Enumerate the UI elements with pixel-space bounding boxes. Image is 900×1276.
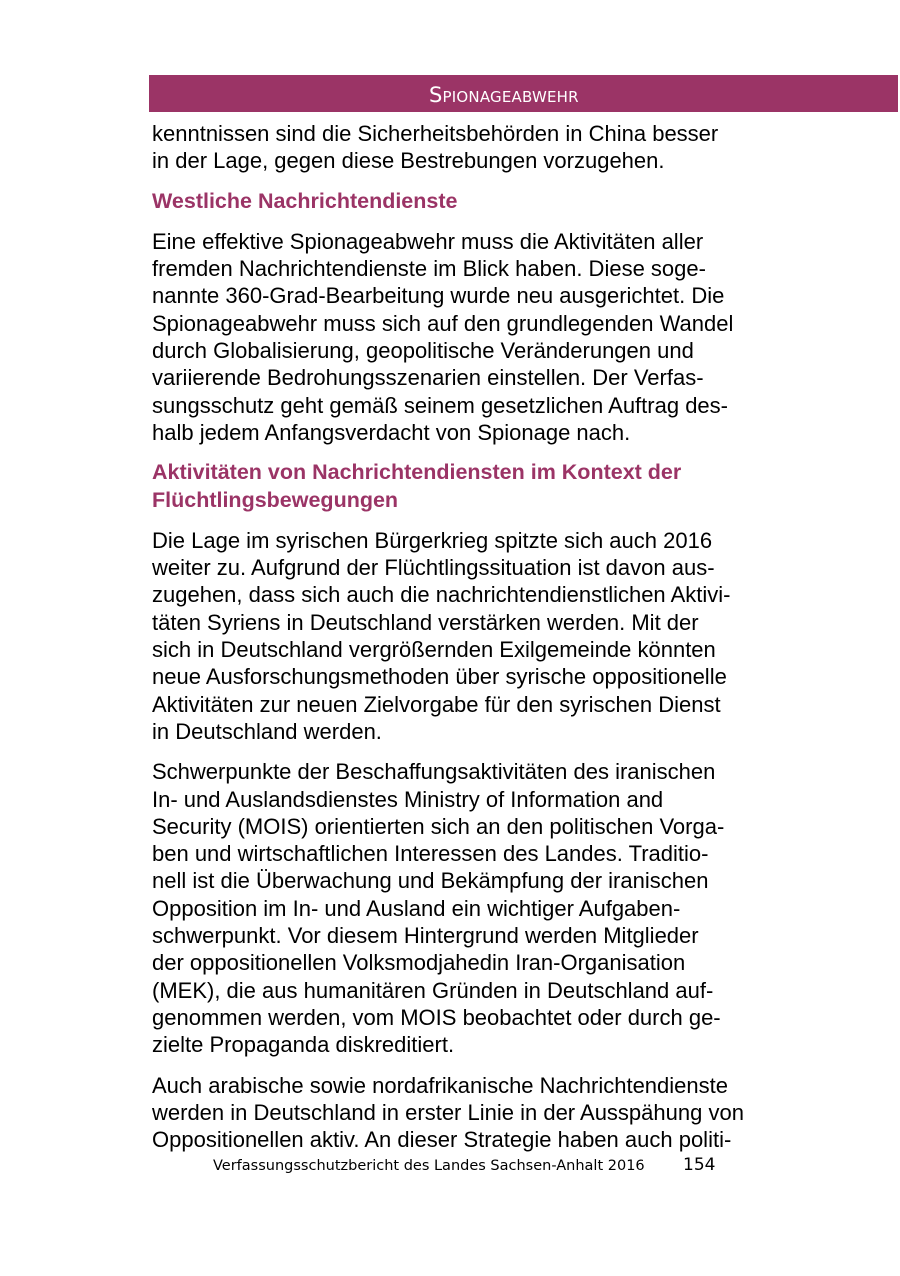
text-line: halb jedem Anfangsverdacht von Spionage nach.: [152, 419, 631, 445]
text-line: nell ist die Überwachung und Bekämpfung der iranischen: [152, 868, 709, 894]
text-line: (MEK), die aus humanitären Gründen in Deutschland auf-: [152, 977, 714, 1003]
section-header-title: Spionageabwehr: [429, 83, 579, 107]
text-line: Eine effektive Spionageabwehr muss die Aktivitäten aller: [152, 228, 704, 254]
text-line: Spionageabwehr muss sich auf den grundlegenden Wandel: [152, 310, 734, 336]
page-body: [152, 120, 802, 1153]
paragraph-syrien: [152, 527, 802, 745]
text-line: zielte Propaganda diskreditiert.: [152, 1032, 455, 1058]
text-line: neue Ausforschungsmethoden über syrische oppositionelle: [152, 664, 727, 690]
heading-line: Westliche Nachrichtendienste: [152, 188, 458, 213]
heading-line: Aktivitäten von Nachrichtendiensten im Kontext der: [152, 460, 682, 485]
text-line: werden in Deutschland in erster Linie in der Ausspähung von: [152, 1099, 744, 1125]
text-line: sich in Deutschland vergrößernden Exilgemeinde könnten: [152, 637, 716, 663]
section-heading-westliche-nachrichtendienste: [152, 188, 802, 215]
text-line: durch Globalisierung, geopolitische Veränderungen und: [152, 338, 694, 364]
text-line: weiter zu. Aufgrund der Flüchtlingssituation ist davon aus-: [152, 555, 715, 581]
text-line: Aktivitäten zur neuen Zielvorgabe für den syrischen Dienst: [152, 691, 721, 717]
text-line: Oppositionellen aktiv. An dieser Strategie haben auch politi-: [152, 1127, 732, 1153]
text-line: in der Lage, gegen diese Bestrebungen vorzugehen.: [152, 148, 665, 174]
text-line: kenntnissen sind die Sicherheitsbehörden in China besser: [152, 121, 719, 146]
text-line: täten Syriens in Deutschland verstärken werden. Mit der: [152, 609, 699, 635]
paragraph-iran: [152, 758, 802, 1058]
text-line: genommen werden, vom MOIS beobachtet oder durch ge-: [152, 1004, 721, 1030]
text-line: in Deutschland werden.: [152, 718, 382, 744]
text-line: Schwerpunkte der Beschaffungsaktivitäten des iranischen: [152, 759, 716, 785]
paragraph-arabische-dienste: [152, 1072, 802, 1154]
text-line: nannte 360-Grad-Bearbeitung wurde neu ausgerichtet. Die: [152, 283, 725, 309]
text-line: fremden Nachrichtendienste im Blick haben. Diese soge-: [152, 256, 706, 282]
paragraph-westliche-nachrichtendienste: [152, 228, 802, 446]
text-line: variierende Bedrohungsszenarien einstellen. Der Verfas-: [152, 365, 704, 391]
text-line: Auch arabische sowie nordafrikanische Nachrichtendienste: [152, 1072, 728, 1098]
page-footer: [0, 1154, 900, 1178]
page-number: 154: [683, 1155, 716, 1175]
text-line: Die Lage im syrischen Bürgerkrieg spitzte sich auch 2016: [152, 527, 713, 553]
text-line: ben und wirtschaftlichen Interessen des Landes. Traditio-: [152, 841, 709, 867]
section-heading-fluechtlingsbewegungen: [152, 459, 802, 514]
text-line: In- und Auslandsdienstes Ministry of Information and: [152, 786, 664, 812]
footer-report-title: Verfassungsschutzbericht des Landes Sachsen-Anhalt 2016: [213, 1158, 645, 1174]
intro-paragraph: [152, 120, 802, 175]
text-line: Opposition im In- und Ausland ein wichtiger Aufgaben-: [152, 895, 681, 921]
text-line: der oppositionellen Volksmodjahedin Iran-Organisation: [152, 950, 686, 976]
text-line: schwerpunkt. Vor diesem Hintergrund werden Mitglieder: [152, 923, 699, 949]
section-header-bar: [149, 75, 898, 112]
heading-line: Flüchtlingsbewegungen: [152, 487, 399, 512]
text-line: sungsschutz geht gemäß seinem gesetzlichen Auftrag des-: [152, 392, 728, 418]
text-line: Security (MOIS) orientierten sich an den politischen Vorga-: [152, 813, 725, 839]
text-line: zugehen, dass sich auch die nachrichtendienstlichen Aktivi-: [152, 582, 731, 608]
